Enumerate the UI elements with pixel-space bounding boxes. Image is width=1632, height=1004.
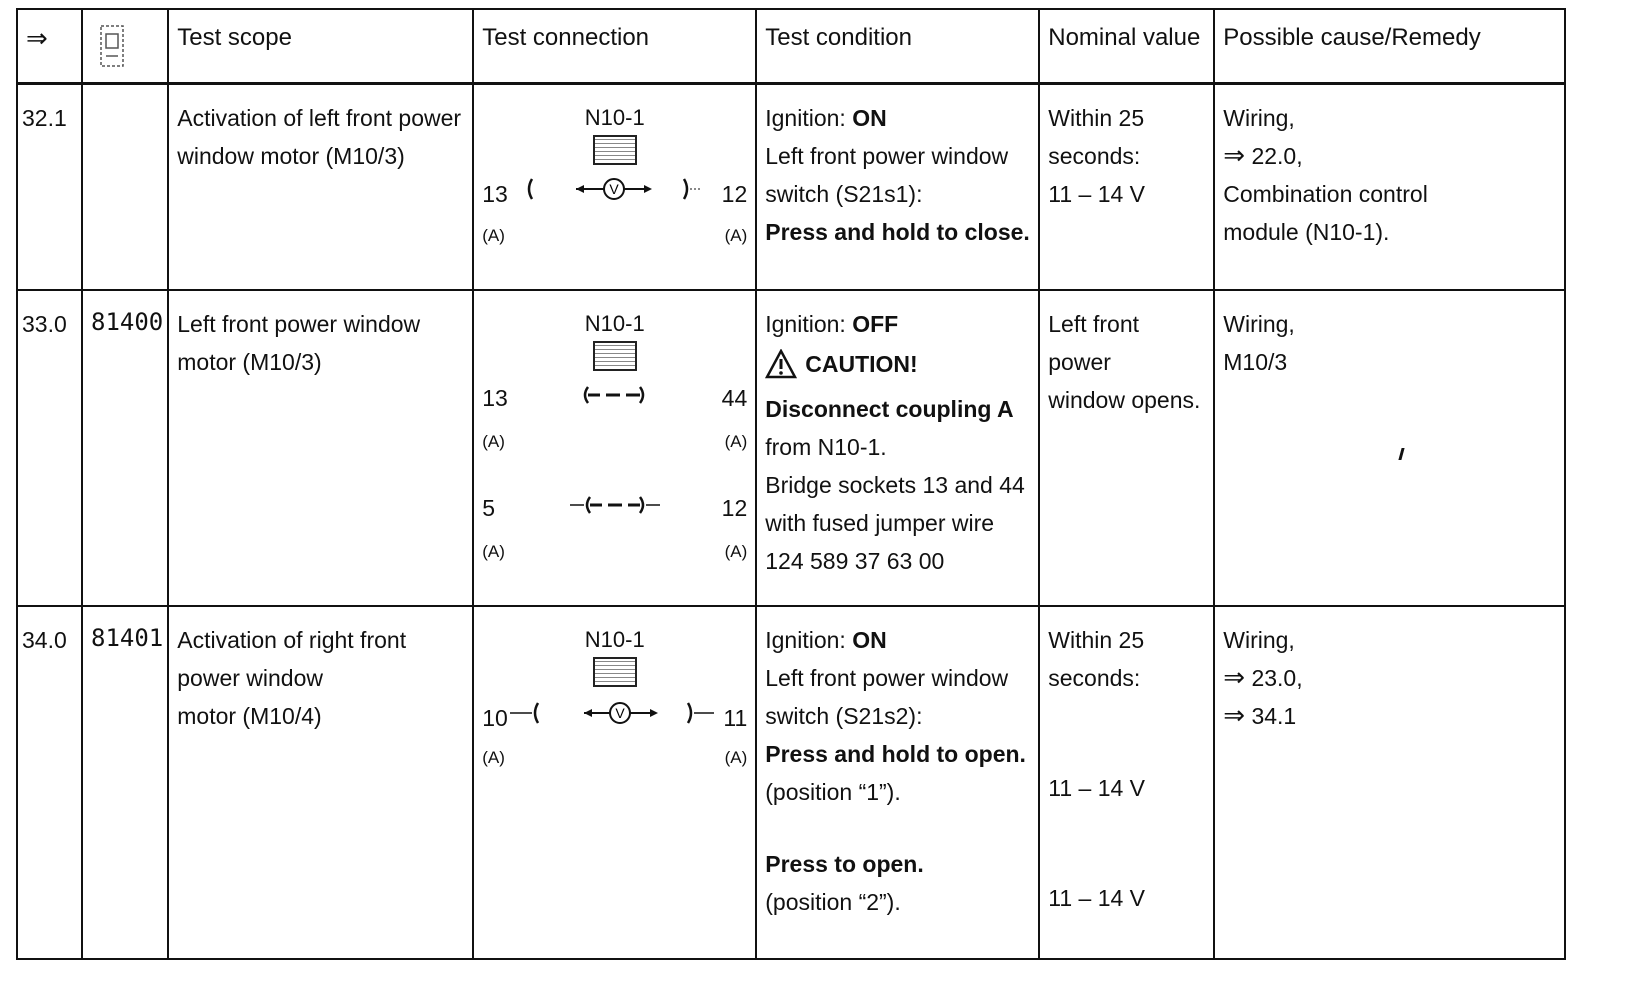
pin-left-coupling: (A) <box>482 225 505 245</box>
cause-ref: 34.1 <box>1251 703 1297 729</box>
jumper-wire-icon <box>582 383 646 407</box>
condition-line: from N10-1. <box>765 434 887 460</box>
test-connection <box>473 83 756 290</box>
test-table <box>16 8 1566 960</box>
voltmeter-icon <box>510 693 722 733</box>
scope-line: Activation of right front <box>177 627 407 653</box>
step-number: 32.1 <box>17 83 82 290</box>
module-label: N10-1 <box>584 627 645 652</box>
nominal-line: seconds: <box>1048 665 1141 691</box>
test-connection <box>473 606 756 959</box>
warning-triangle-icon <box>765 349 797 379</box>
possible-cause <box>1214 83 1565 290</box>
cause-line: Wiring, <box>1223 627 1295 653</box>
module-connector-icon <box>593 341 637 371</box>
table-row <box>17 83 1565 290</box>
scope-line: motor (M10/4) <box>177 703 322 729</box>
possible-cause <box>1214 290 1565 606</box>
arrow-right-icon: ⇒ <box>26 24 48 54</box>
arrow-right-icon: ⇒ <box>1223 140 1246 171</box>
nominal-value <box>1039 290 1214 606</box>
condition-line: Bridge sockets 13 and 44 <box>765 472 1025 498</box>
step-number: 33.0 <box>17 290 82 606</box>
tester-header <box>82 9 168 83</box>
voltmeter-icon <box>524 169 704 209</box>
cause-line: Combination control <box>1223 180 1428 207</box>
pin-right: 11 <box>723 705 748 731</box>
pin-right-coupling: (A) <box>724 542 748 561</box>
cause-ref: 22.0, <box>1251 142 1303 169</box>
cause-ref-link[interactable] <box>1223 697 1556 735</box>
pin-left: 10 <box>482 705 508 731</box>
col-cause-header: Possible cause/Remedy <box>1214 9 1565 83</box>
col-connection-header: Test connection <box>473 9 756 83</box>
cause-line: Wiring, <box>1223 311 1295 337</box>
condition-line: Disconnect coupling A <box>765 396 1014 422</box>
pin-right-coupling: (A) <box>724 432 748 451</box>
module-label: N10-1 <box>584 104 645 130</box>
nominal-line: Within 25 <box>1048 104 1145 131</box>
nominal-line: Within 25 <box>1048 627 1145 653</box>
condition-line: Press to open. <box>765 851 924 877</box>
module-label: N10-1 <box>584 311 645 336</box>
col-scope-header: Test scope <box>168 9 473 83</box>
nominal-line: 11 – 14 V <box>1048 775 1146 801</box>
pin-right-coupling: (A) <box>724 748 748 767</box>
pin-left-coupling: (A) <box>482 542 505 561</box>
pin-right-coupling: (A) <box>724 225 748 245</box>
condition-label: Ignition: <box>765 104 853 131</box>
pin-left: 5 <box>482 495 496 521</box>
arrow-header <box>17 9 82 83</box>
cause-line: module (N10-1). <box>1223 218 1390 245</box>
module-connector-icon <box>593 657 637 687</box>
pin-right: 44 <box>721 385 748 411</box>
condition-line: switch (S21s2): <box>765 703 923 729</box>
test-condition <box>756 83 1039 290</box>
condition-line: (position “2”). <box>765 889 901 915</box>
pin-left: 13 <box>482 180 508 207</box>
nominal-value <box>1039 606 1214 959</box>
scope-line: power window <box>177 665 323 691</box>
arrow-right-icon: ⇒ <box>1223 701 1246 731</box>
condition-line: Left front power window <box>765 665 1009 691</box>
ignition-state: OFF <box>852 311 899 337</box>
caution-notice <box>765 345 917 383</box>
cause-ref-link[interactable] <box>1223 137 1556 175</box>
condition-label: Ignition: <box>765 627 853 653</box>
part-number: 124 589 37 63 00 <box>765 548 945 574</box>
test-connection <box>473 290 756 606</box>
table-row <box>17 606 1565 959</box>
table-row <box>17 290 1565 606</box>
header-row <box>17 9 1565 83</box>
pin-left-coupling: (A) <box>482 432 505 451</box>
cause-line: M10/3 <box>1223 349 1288 375</box>
ignition-state: ON <box>852 627 887 653</box>
nominal-line: window opens. <box>1048 387 1201 413</box>
nominal-value <box>1039 83 1214 290</box>
svg-text:V: V <box>609 180 619 197</box>
condition-line: Press and hold to open. <box>765 741 1026 767</box>
cause-line: Wiring, <box>1223 104 1295 131</box>
condition-line: Left front power window <box>765 142 1009 169</box>
nominal-line: 11 – 14 V <box>1048 180 1146 207</box>
pin-left-coupling: (A) <box>482 748 505 767</box>
fault-code: 81401 <box>82 606 168 959</box>
fault-code <box>82 83 168 290</box>
condition-line: switch (S21s1): <box>765 180 923 207</box>
possible-cause <box>1214 606 1565 959</box>
arrow-right-icon: ⇒ <box>1223 663 1246 693</box>
module-connector-icon <box>593 135 637 165</box>
test-scope <box>168 606 473 959</box>
test-scope: Left front power window motor (M10/3) <box>168 290 473 606</box>
col-condition-header: Test condition <box>756 9 1039 83</box>
jumper-wire-icon <box>570 493 660 517</box>
cause-ref-link[interactable] <box>1223 659 1556 697</box>
ignition-state: ON <box>852 104 887 131</box>
condition-label: Ignition: <box>765 311 853 337</box>
step-number: 34.0 <box>17 606 82 959</box>
cause-ref: 23.0, <box>1251 665 1303 691</box>
nominal-line: 11 – 14 V <box>1048 885 1146 911</box>
condition-line: Press and hold to close. <box>765 218 1030 245</box>
condition-line: with fused jumper wire <box>765 510 995 536</box>
condition-line: (position “1”). <box>765 779 901 805</box>
pin-right: 12 <box>721 495 748 521</box>
fault-code: 81400 <box>82 290 168 606</box>
test-condition <box>756 606 1039 959</box>
caution-label: CAUTION! <box>805 351 918 377</box>
tester-symbol-icon <box>97 22 127 72</box>
pin-right: 12 <box>721 180 748 207</box>
nominal-line: Left front power <box>1048 311 1140 375</box>
svg-text:V: V <box>615 705 625 721</box>
test-scope: Activation of left front power window motor (M10/3) <box>168 83 473 290</box>
pin-left: 13 <box>482 385 508 411</box>
col-nominal-header: Nominal value <box>1039 9 1214 83</box>
nominal-line: seconds: <box>1048 142 1141 169</box>
test-condition <box>756 290 1039 606</box>
